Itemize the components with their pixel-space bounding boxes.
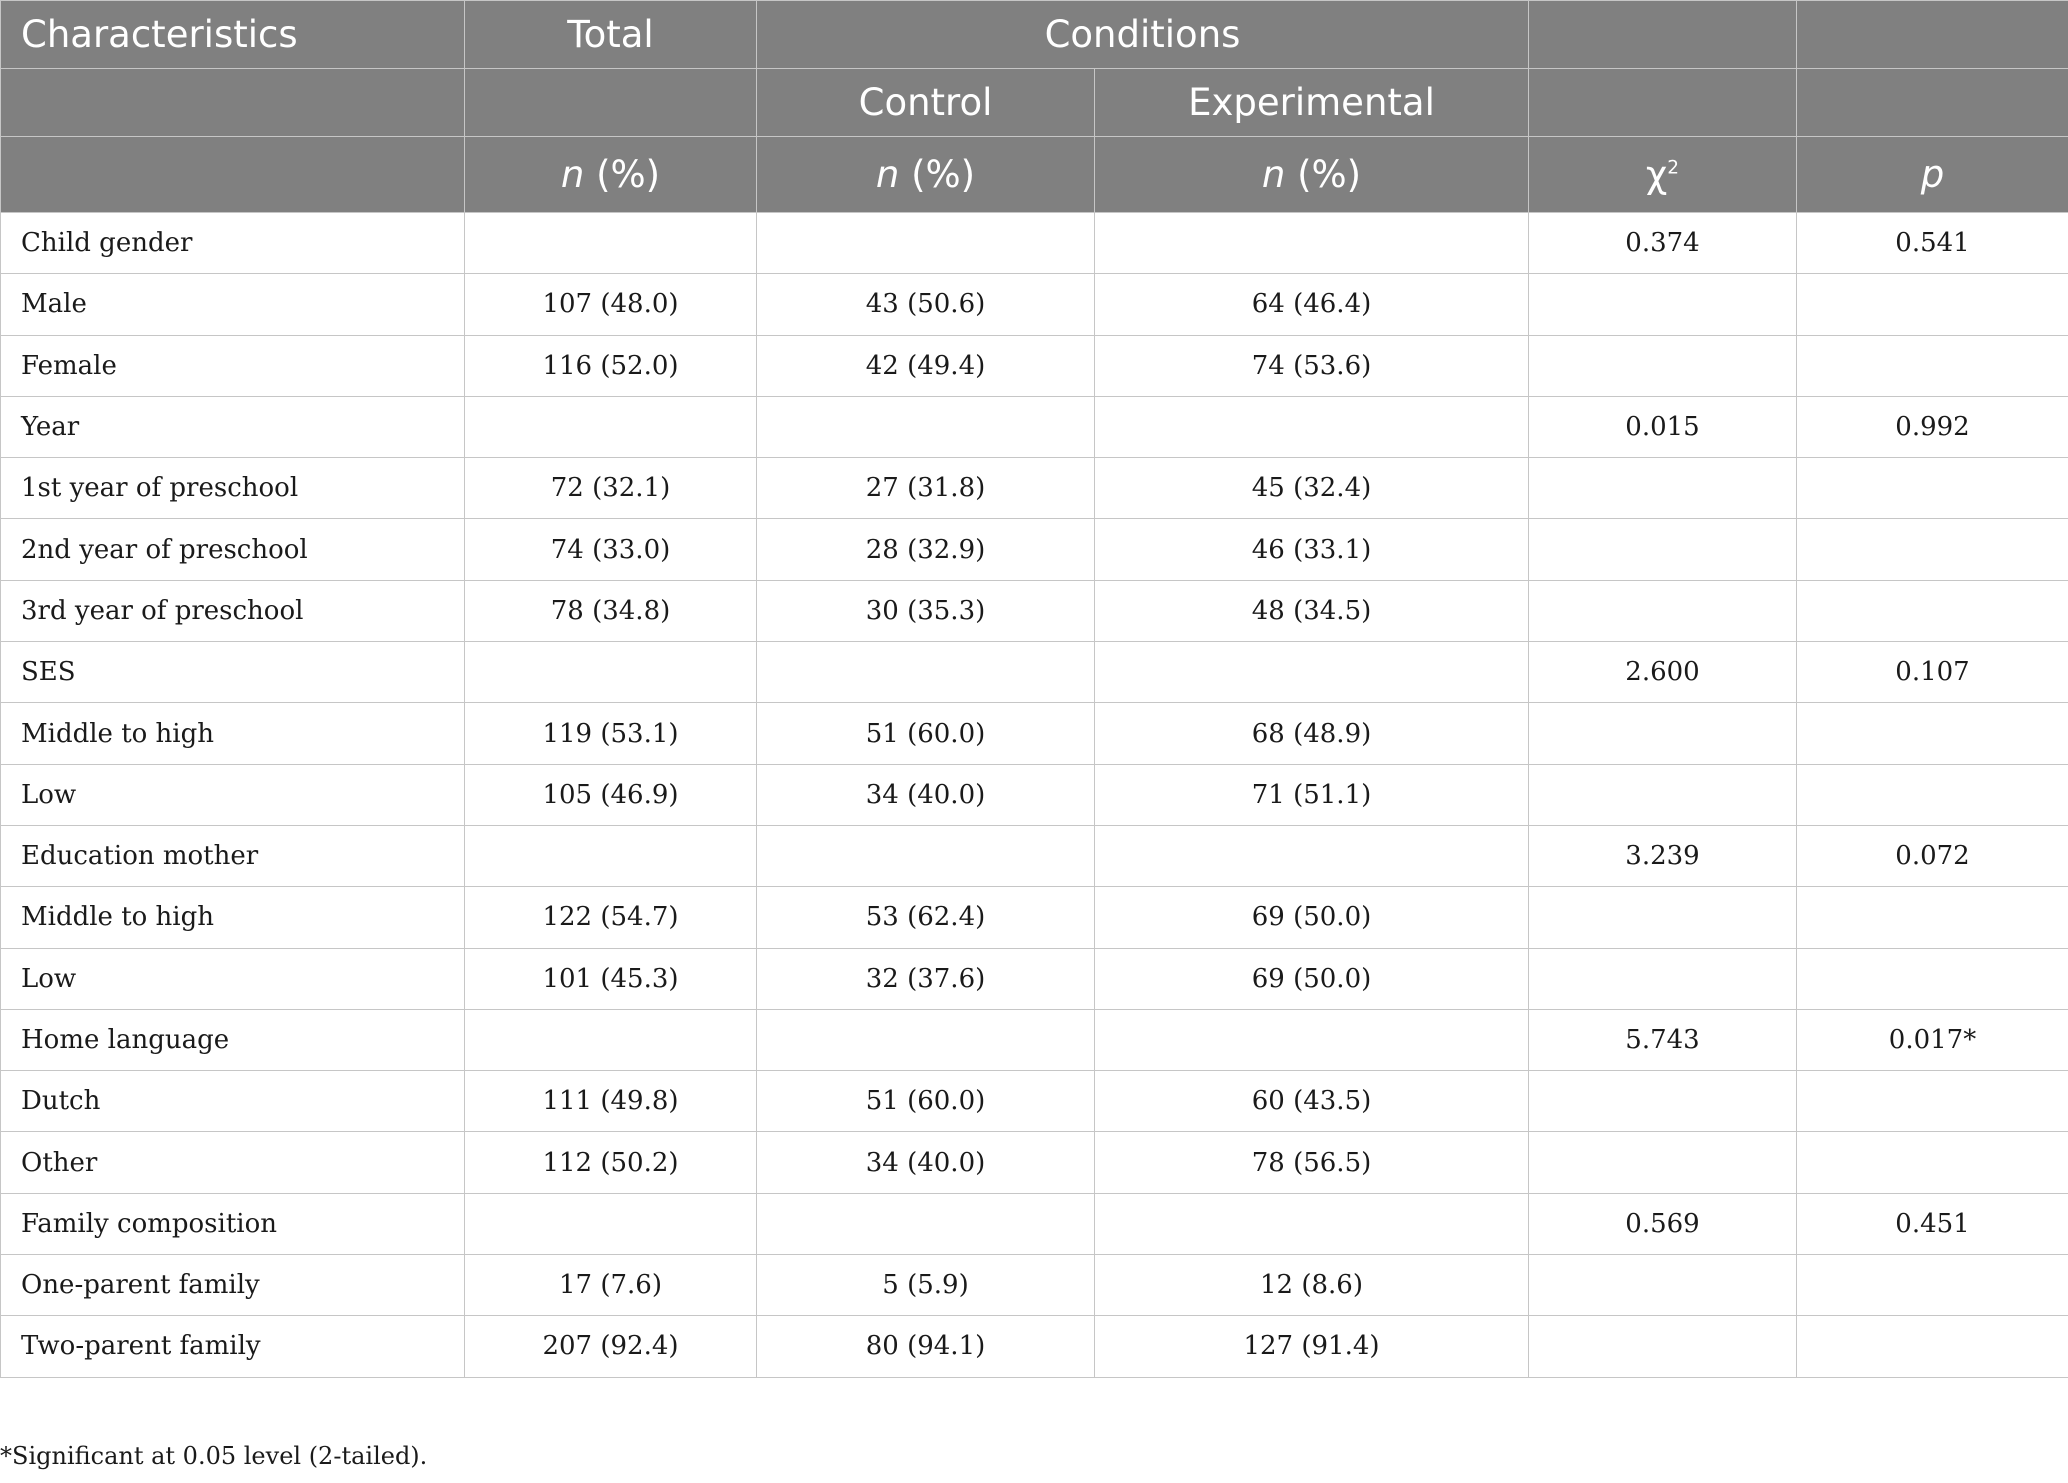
cell-control: 43 (50.6)	[757, 274, 1095, 335]
cell-control: 80 (94.1)	[757, 1316, 1095, 1377]
cell-control	[757, 642, 1095, 703]
cell-p-value: 0.992	[1797, 396, 2068, 457]
row-label: Low	[1, 948, 465, 1009]
pct-label: (%)	[899, 153, 976, 196]
table-row	[1, 396, 2068, 457]
table-row	[1, 887, 2068, 948]
cell-experimental: 45 (32.4)	[1095, 458, 1529, 519]
row-label: Dutch	[1, 1071, 465, 1132]
cell-control: 30 (35.3)	[757, 580, 1095, 641]
header-blank-chi-1	[1529, 1, 1797, 69]
row-label: SES	[1, 642, 465, 703]
row-label: Male	[1, 274, 465, 335]
cell-experimental: 12 (8.6)	[1095, 1255, 1529, 1316]
row-label: 1st year of preschool	[1, 458, 465, 519]
header-blank-total-2	[465, 69, 757, 137]
cell-chi-square	[1529, 1132, 1797, 1193]
cell-p-value	[1797, 580, 2068, 641]
cell-p-value: 0.072	[1797, 825, 2068, 886]
cell-chi-square	[1529, 1255, 1797, 1316]
cell-total	[465, 1009, 757, 1070]
cell-chi-square: 0.569	[1529, 1193, 1797, 1254]
cell-p-value	[1797, 274, 2068, 335]
cell-experimental	[1095, 396, 1529, 457]
cell-control: 53 (62.4)	[757, 887, 1095, 948]
table-row	[1, 1132, 2068, 1193]
cell-p-value	[1797, 458, 2068, 519]
cell-p-value: 0.451	[1797, 1193, 2068, 1254]
cell-chi-square	[1529, 887, 1797, 948]
table-row	[1, 335, 2068, 396]
cell-total	[465, 213, 757, 274]
cell-control	[757, 1009, 1095, 1070]
table-body	[1, 213, 2068, 1378]
row-label: Female	[1, 335, 465, 396]
cell-chi-square	[1529, 458, 1797, 519]
cell-chi-square	[1529, 580, 1797, 641]
header-n-experimental	[1095, 137, 1529, 213]
cell-experimental	[1095, 213, 1529, 274]
cell-total: 119 (53.1)	[465, 703, 757, 764]
header-total: Total	[465, 1, 757, 69]
cell-p-value: 0.541	[1797, 213, 2068, 274]
header-row-2	[1, 69, 2068, 137]
header-blank-char-2	[1, 69, 465, 137]
cell-experimental: 60 (43.5)	[1095, 1071, 1529, 1132]
cell-p-value	[1797, 1071, 2068, 1132]
table-row	[1, 764, 2068, 825]
header-n-total	[465, 137, 757, 213]
cell-experimental	[1095, 642, 1529, 703]
row-label: One-parent family	[1, 1255, 465, 1316]
table-row	[1, 1255, 2068, 1316]
header-row-1	[1, 1, 2068, 69]
row-label: Other	[1, 1132, 465, 1193]
cell-chi-square	[1529, 274, 1797, 335]
cell-experimental: 48 (34.5)	[1095, 580, 1529, 641]
chi-symbol: χ	[1645, 153, 1668, 196]
cell-experimental	[1095, 1193, 1529, 1254]
header-experimental: Experimental	[1095, 69, 1529, 137]
n-label: n	[560, 153, 585, 196]
cell-total: 72 (32.1)	[465, 458, 757, 519]
table-row	[1, 519, 2068, 580]
header-row-3	[1, 137, 2068, 213]
row-label: Family composition	[1, 1193, 465, 1254]
cell-chi-square: 0.374	[1529, 213, 1797, 274]
pct-label: (%)	[1285, 153, 1362, 196]
table-row	[1, 825, 2068, 886]
cell-total: 111 (49.8)	[465, 1071, 757, 1132]
cell-experimental: 46 (33.1)	[1095, 519, 1529, 580]
cell-control: 34 (40.0)	[757, 1132, 1095, 1193]
cell-total: 101 (45.3)	[465, 948, 757, 1009]
cell-chi-square	[1529, 1071, 1797, 1132]
cell-chi-square	[1529, 1316, 1797, 1377]
row-label: Middle to high	[1, 703, 465, 764]
table-header	[1, 1, 2068, 213]
header-blank-chi-2	[1529, 69, 1797, 137]
cell-total: 78 (34.8)	[465, 580, 757, 641]
cell-p-value	[1797, 519, 2068, 580]
row-label: Home language	[1, 1009, 465, 1070]
cell-total	[465, 1193, 757, 1254]
cell-p-value: 0.107	[1797, 642, 2068, 703]
cell-chi-square: 5.743	[1529, 1009, 1797, 1070]
table-footnote: *Significant at 0.05 level (2-tailed).	[0, 1442, 428, 1470]
chi-superscript: 2	[1667, 157, 1680, 179]
row-label: Two-parent family	[1, 1316, 465, 1377]
cell-control	[757, 1193, 1095, 1254]
cell-experimental: 69 (50.0)	[1095, 887, 1529, 948]
row-label: Education mother	[1, 825, 465, 886]
row-label: Middle to high	[1, 887, 465, 948]
cell-chi-square	[1529, 335, 1797, 396]
cell-control: 42 (49.4)	[757, 335, 1095, 396]
row-label: Low	[1, 764, 465, 825]
cell-total: 17 (7.6)	[465, 1255, 757, 1316]
cell-total: 116 (52.0)	[465, 335, 757, 396]
cell-p-value	[1797, 703, 2068, 764]
table-row	[1, 642, 2068, 703]
table-row	[1, 458, 2068, 519]
pct-label: (%)	[584, 153, 661, 196]
table-row	[1, 1316, 2068, 1377]
header-blank-char-3	[1, 137, 465, 213]
header-n-control	[757, 137, 1095, 213]
cell-control: 34 (40.0)	[757, 764, 1095, 825]
row-label: Year	[1, 396, 465, 457]
n-label: n	[1261, 153, 1286, 196]
cell-control: 51 (60.0)	[757, 703, 1095, 764]
cell-chi-square: 2.600	[1529, 642, 1797, 703]
cell-experimental: 74 (53.6)	[1095, 335, 1529, 396]
cell-total	[465, 825, 757, 886]
cell-p-value	[1797, 1132, 2068, 1193]
cell-p-value	[1797, 1255, 2068, 1316]
cell-experimental	[1095, 1009, 1529, 1070]
cell-experimental	[1095, 825, 1529, 886]
n-label: n	[875, 153, 900, 196]
cell-chi-square: 3.239	[1529, 825, 1797, 886]
cell-total: 105 (46.9)	[465, 764, 757, 825]
header-blank-p-1	[1797, 1, 2068, 69]
cell-p-value	[1797, 335, 2068, 396]
table-row	[1, 1193, 2068, 1254]
cell-total	[465, 396, 757, 457]
cell-control	[757, 825, 1095, 886]
cell-control	[757, 213, 1095, 274]
cell-total: 112 (50.2)	[465, 1132, 757, 1193]
table-row	[1, 213, 2068, 274]
cell-experimental: 69 (50.0)	[1095, 948, 1529, 1009]
cell-total: 207 (92.4)	[465, 1316, 757, 1377]
cell-experimental: 68 (48.9)	[1095, 703, 1529, 764]
cell-experimental: 78 (56.5)	[1095, 1132, 1529, 1193]
cell-control: 27 (31.8)	[757, 458, 1095, 519]
header-chi-square	[1529, 137, 1797, 213]
cell-control: 28 (32.9)	[757, 519, 1095, 580]
cell-control: 5 (5.9)	[757, 1255, 1095, 1316]
cell-control: 32 (37.6)	[757, 948, 1095, 1009]
cell-chi-square	[1529, 703, 1797, 764]
table-row	[1, 274, 2068, 335]
cell-chi-square: 0.015	[1529, 396, 1797, 457]
cell-control	[757, 396, 1095, 457]
table-row	[1, 703, 2068, 764]
header-control: Control	[757, 69, 1095, 137]
cell-control: 51 (60.0)	[757, 1071, 1095, 1132]
cell-p-value	[1797, 948, 2068, 1009]
cell-total: 107 (48.0)	[465, 274, 757, 335]
header-blank-p-2	[1797, 69, 2068, 137]
cell-experimental: 64 (46.4)	[1095, 274, 1529, 335]
row-label: 2nd year of preschool	[1, 519, 465, 580]
table-row	[1, 580, 2068, 641]
cell-total: 74 (33.0)	[465, 519, 757, 580]
row-label: 3rd year of preschool	[1, 580, 465, 641]
cell-p-value	[1797, 1316, 2068, 1377]
cell-total	[465, 642, 757, 703]
table-row	[1, 948, 2068, 1009]
cell-chi-square	[1529, 948, 1797, 1009]
header-conditions: Conditions	[757, 1, 1529, 69]
cell-total: 122 (54.7)	[465, 887, 757, 948]
cell-chi-square	[1529, 764, 1797, 825]
cell-p-value: 0.017*	[1797, 1009, 2068, 1070]
table-row	[1, 1071, 2068, 1132]
header-p: p	[1797, 137, 2068, 213]
header-characteristics: Characteristics	[1, 1, 465, 69]
cell-chi-square	[1529, 519, 1797, 580]
table-row	[1, 1009, 2068, 1070]
cell-experimental: 71 (51.1)	[1095, 764, 1529, 825]
cell-p-value	[1797, 764, 2068, 825]
row-label: Child gender	[1, 213, 465, 274]
cell-p-value	[1797, 887, 2068, 948]
cell-experimental: 127 (91.4)	[1095, 1316, 1529, 1377]
